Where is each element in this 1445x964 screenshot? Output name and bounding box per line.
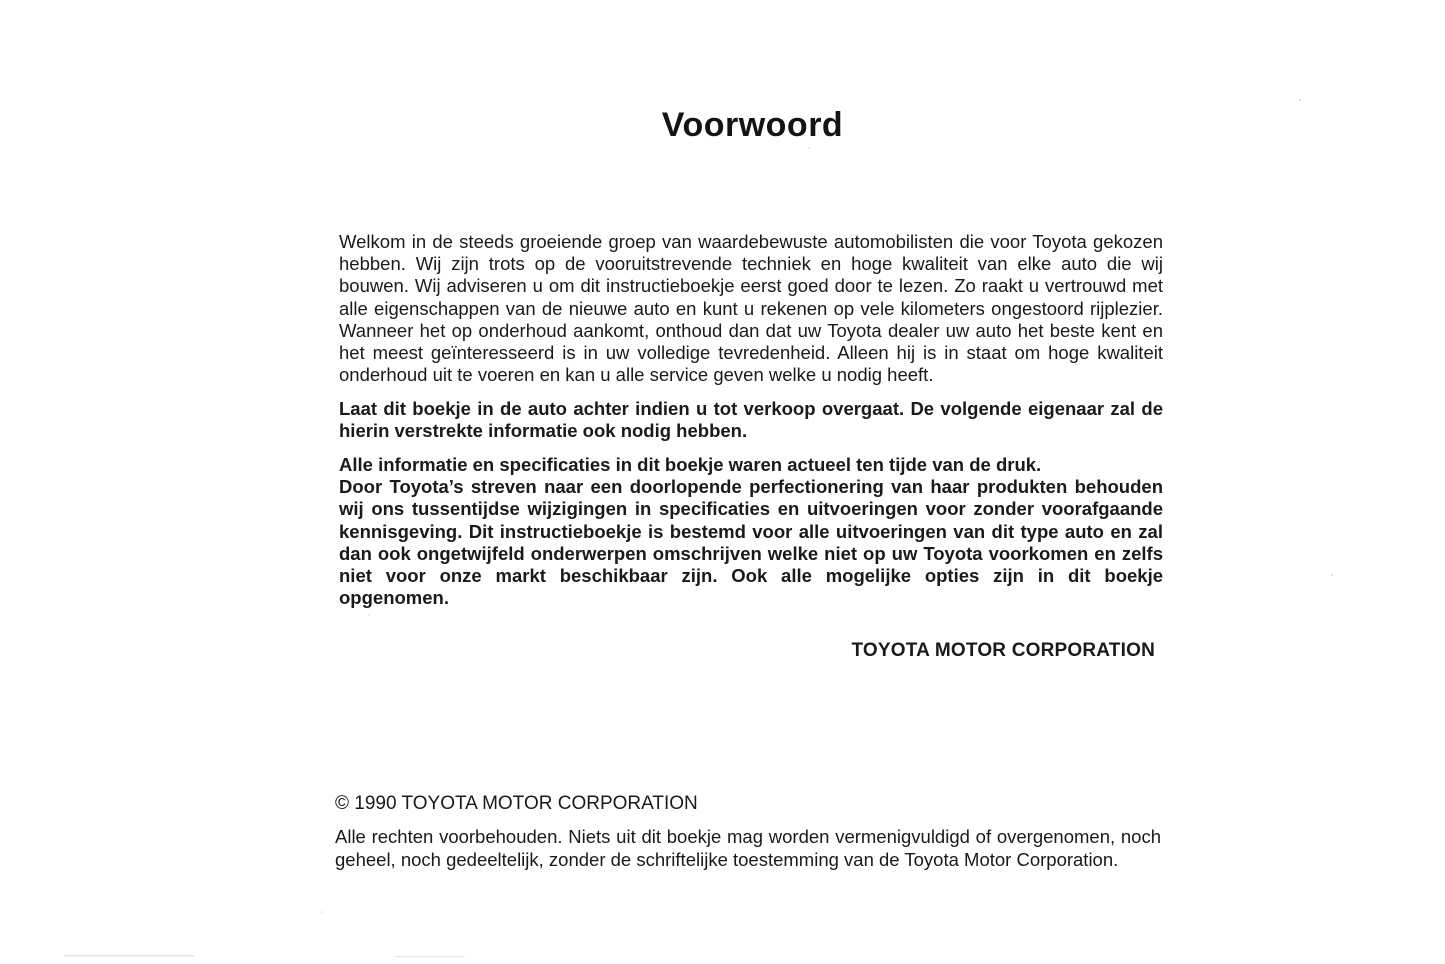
copyright-line: © 1990 TOYOTA MOTOR CORPORATION — [335, 793, 698, 814]
specifications-notice-line1: Alle informatie en specificaties in dit boekje waren actueel ten tijde van de druk. — [339, 454, 1042, 475]
intro-paragraph: Welkom in de steeds groeiende groep van waardebewuste automobilisten die voor Toyota gekozen hebben. Wij zijn trots op de vooruitstrevende techniek en hoge kwaliteit van elke auto die wij bouwen. Wij adviseren u om dit instructieboekje eerst goed door te lezen. Zo raakt u vertrouwd met alle eigenschappen van de nieuwe auto en kunt u rekenen op vele kilometers ongestoord rijplezier. Wanneer het op onderhoud aankomt, onthoud dan dat uw Toyota dealer uw auto het beste kent en het meest geïnteresseerd is in uw volledige tevredenheid. Alleen hij is in staat om hoge kwaliteit onderhoud uit te voeren en kan u alle service geven welke u nodig heeft. — [339, 231, 1163, 386]
paper-speck — [321, 911, 323, 913]
rights-reserved-paragraph: Alle rechten voorbehouden. Niets uit dit boekje mag worden vermenigvuldigd of overgenomen, noch geheel, noch gedeeltelijk, zonder de schriftelijke toestemming van de Toyota Motor Corporation. — [335, 826, 1161, 870]
signature: TOYOTA MOTOR CORPORATION — [851, 640, 1155, 661]
paper-speck — [368, 614, 370, 616]
specifications-notice — [339, 454, 1163, 609]
paper-edge-mark — [64, 955, 194, 957]
keep-booklet-notice: Laat dit boekje in de auto achter indien u tot verkoop overgaat. De volgende eigenaar zal de hierin verstrekte informatie ook nodig hebben. — [339, 398, 1163, 442]
paper-speck — [808, 147, 810, 149]
paper-edge-mark — [395, 956, 465, 957]
paper-speck — [1331, 574, 1333, 576]
page-title: Voorwoord — [661, 106, 844, 144]
specifications-notice-body: Door Toyota’s streven naar een doorlopende perfectionering van haar produkten behouden wij ons tussentijdse wijzigingen in specificaties en uitvoeringen voor zonder voorafgaande kennisgeving. Dit instructieboekje is bestemd voor alle uitvoeringen van dit type auto en zal dan ook ongetwijfeld onderwerpen omschrijven welke niet op uw Toyota voorkomen en zelfs niet voor onze markt beschikbaar zijn. Ook alle mogelijke opties zijn in dit boekje opgenomen. — [339, 476, 1163, 609]
paper-speck — [1299, 99, 1301, 101]
